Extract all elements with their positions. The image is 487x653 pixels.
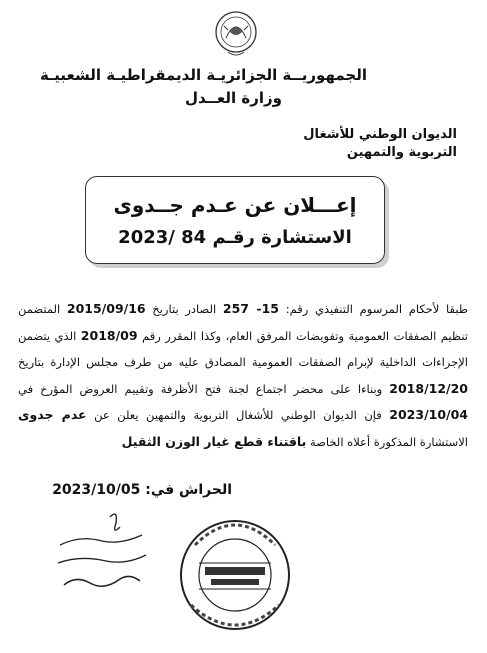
body-text-6: فإن الديوان الوطني للأشغال التربوية والتمهين يعلن عن (86, 408, 390, 422)
announcement-subtitle: الاستشارة رقـم 84 /2023 (118, 226, 352, 248)
body-text-7: الاستشارة المذكورة أعلاه الخاصة (306, 434, 468, 449)
office-name-line1: الديوان الوطني للأشغال (303, 127, 457, 142)
decision-number: 2018/09 (80, 327, 138, 343)
body-text-2: الصادر بتاريخ (145, 302, 223, 316)
ministry-header: وزارة العــدل (185, 89, 282, 107)
office-name-line2: التربوية والتمهين (346, 145, 457, 160)
announcement-title: إعـــلان عن عـدم جــدوى (113, 192, 357, 217)
body-text-5: وبناءا على محضر اجتماع لجنة فتح الأظرفة وتقييم العروض المؤرخ في (18, 381, 390, 396)
algeria-emblem-icon (214, 8, 258, 60)
subject-phrase: باقتناء قطع غيار الوزن الثقيل (121, 433, 307, 449)
body-text-4: الذي يتضمن الإجراءات الداخلية لإبرام الصفقات العمومية المصادق عليه من طرف مجلس الإدارة بتاريخ (18, 328, 468, 369)
place-date: الحراش في: 2023/10/05 (52, 482, 232, 498)
official-stamp-icon (175, 505, 291, 643)
announcement-box (85, 176, 385, 264)
meeting-date: 2023/10/04 (389, 407, 468, 422)
nullity-phrase: عدم جدوى (18, 407, 87, 422)
body-text-3: المتضمن تنظيم الصفقات العمومية وتفويضات المرفق العام، وكذا المقرر رقم (18, 302, 468, 343)
decision-date: 2018/12/20 (389, 380, 468, 396)
body-text-1: طبقا لأحكام المرسوم التنفيذي رقم: (279, 302, 468, 316)
announcement-body (18, 296, 468, 455)
republic-header: الجمهوريــة الجزائريـة الديمقراطيـة الشعبيـة (40, 66, 367, 84)
decree-number: 15- 257 (222, 301, 279, 316)
decree-date: 2015/09/16 (66, 301, 146, 316)
director-signature-icon (50, 505, 150, 605)
